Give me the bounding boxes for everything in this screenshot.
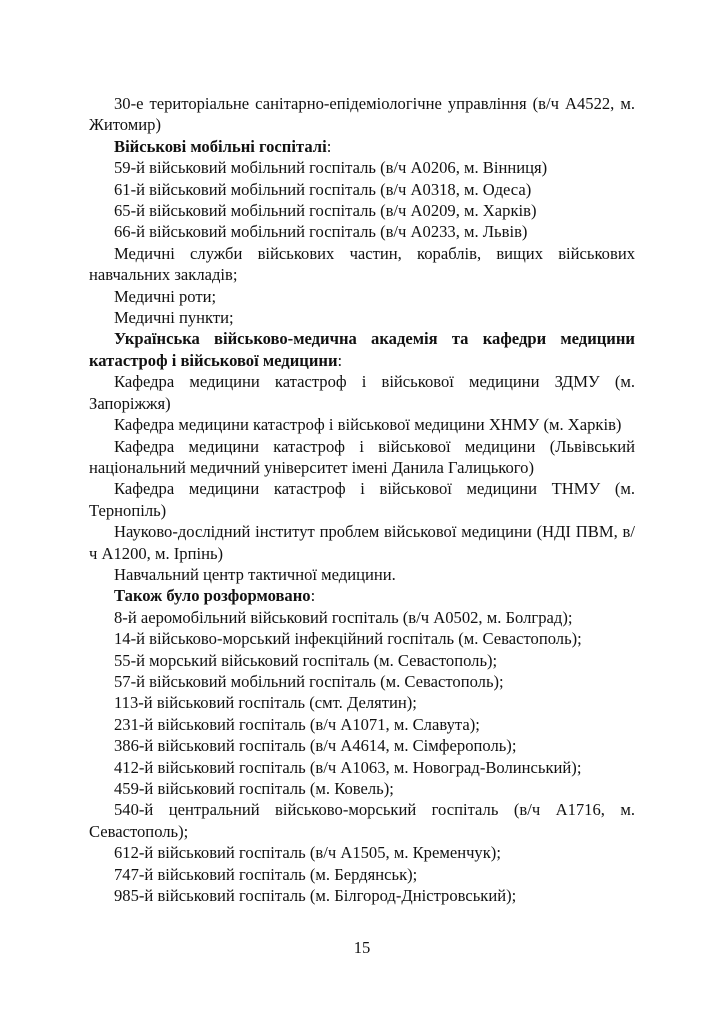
document-body — [89, 93, 635, 906]
heading-colon: : — [310, 586, 316, 606]
list-item-hospital-747 — [89, 864, 635, 885]
heading-mobile-hospitals — [89, 136, 635, 157]
list-item-medical-services — [89, 243, 635, 286]
list-item-hospital-55 — [89, 650, 635, 671]
list-item-text: Кафедра медицини катастроф і військової медицини ХНМУ (м. Харків) — [114, 415, 622, 435]
list-item-department-tnmu — [89, 478, 635, 521]
list-item-text: 8-й аеромобільний військовий госпіталь (в/ч А0502, м. Болград); — [114, 607, 573, 627]
list-item-text: Науково-дослідний інститут проблем військової медицини (НДІ ПВМ, в/ч А1200, м. Ірпінь) — [89, 522, 635, 563]
list-item-hospital-612 — [89, 842, 635, 863]
list-item-text: Медичні роти; — [114, 286, 217, 306]
list-item-department-khnmu — [89, 414, 635, 435]
list-item-text: 412-й військовий госпіталь (в/ч А1063, м. Новоград-Волинський); — [114, 757, 582, 777]
list-item-hospital-66 — [89, 221, 635, 242]
list-item-hospital-57 — [89, 671, 635, 692]
list-item-medical-companies — [89, 286, 635, 307]
list-item-text: 985-й військовий госпіталь (м. Білгород-Дністровський); — [114, 886, 517, 906]
list-item-hospital-985 — [89, 885, 635, 906]
list-item-text: Навчальний центр тактичної медицини. — [114, 564, 396, 584]
list-item-hospital-412 — [89, 757, 635, 778]
list-item-hospital-540 — [89, 799, 635, 842]
heading-disbanded — [89, 585, 635, 606]
list-item-hospital-113 — [89, 692, 635, 713]
list-item-hospital-59 — [89, 157, 635, 178]
list-item-hospital-61 — [89, 179, 635, 200]
page-number: 15 — [353, 938, 371, 957]
heading-bold-text: Військові мобільні госпіталі — [114, 136, 327, 156]
list-item-text: Кафедра медицини катастроф і військової медицини (Львівський національний медичний університет імені Данила Галицького) — [89, 436, 635, 477]
list-item-research-institute — [89, 521, 635, 564]
list-item-hospital-8 — [89, 607, 635, 628]
list-item-hospital-459 — [89, 778, 635, 799]
heading-bold-text: Українська військово-медична академія та кафедри медицини катастроф і військової медицини — [89, 329, 635, 370]
list-item-text: 747-й військовий госпіталь (м. Бердянськ); — [114, 864, 418, 884]
heading-colon: : — [337, 350, 343, 370]
list-item-text: 113-й військовий госпіталь (смт. Делятин); — [114, 693, 417, 713]
list-item-hospital-386 — [89, 735, 635, 756]
heading-colon: : — [326, 136, 332, 156]
list-item-department-zdmu — [89, 371, 635, 414]
list-item-text: 612-й військовий госпіталь (в/ч А1505, м. Кременчук); — [114, 843, 501, 863]
list-item-text: 459-й військовий госпіталь (м. Ковель); — [114, 779, 394, 798]
list-item-text: 65-й військовий мобільний госпіталь (в/ч А0209, м. Харків) — [114, 201, 537, 221]
list-item-text: Медичні служби військових частин, кораблів, вищих військових навчальних закладів; — [89, 243, 635, 285]
list-item-text: Медичні пункти; — [114, 308, 234, 328]
list-item-text: 59-й військовий мобільний госпіталь (в/ч А0206, м. Вінниця) — [114, 158, 548, 178]
list-item-text: 540-й центральний військово-морський госпіталь (в/ч А1716, м. Севастополь); — [89, 800, 635, 841]
list-item-text: 61-й військовий мобільний госпіталь (в/ч А0318, м. Одеса) — [114, 179, 532, 199]
list-item-hospital-14 — [89, 628, 635, 649]
list-item-text: 66-й військовий мобільний госпіталь (в/ч А0233, м. Львів) — [114, 222, 528, 242]
list-item-text: Кафедра медицини катастроф і військової медицини ЗДМУ (м. Запоріжжя) — [89, 372, 635, 413]
paragraph-sanepid — [89, 93, 635, 136]
list-item-hospital-65 — [89, 200, 635, 221]
list-item-text: 14-й військово-морський інфекційний госпіталь (м. Севастополь); — [114, 629, 582, 649]
list-item-department-lviv — [89, 436, 635, 479]
list-item-text: 231-й військовий госпіталь (в/ч А1071, м. Славута); — [114, 714, 480, 734]
list-item-tactical-center — [89, 564, 635, 585]
paragraph-text: 30-е територіальне санітарно-епідеміологічне управління (в/ч А4522, м. Житомир) — [89, 94, 635, 135]
list-item-text: 57-й військовий мобільний госпіталь (м. Севастополь); — [114, 671, 504, 691]
list-item-text: 386-й військовий госпіталь (в/ч А4614, м. Сімферополь); — [114, 736, 517, 756]
heading-academy-departments — [89, 328, 635, 371]
list-item-medical-points — [89, 307, 635, 328]
heading-bold-text: Також було розформовано — [114, 586, 311, 606]
list-item-text: Кафедра медицини катастроф і військової медицини ТНМУ (м. Тернопіль) — [89, 479, 635, 520]
list-item-text: 55-й морський військовий госпіталь (м. Севастополь); — [114, 650, 498, 670]
list-item-hospital-231 — [89, 714, 635, 735]
